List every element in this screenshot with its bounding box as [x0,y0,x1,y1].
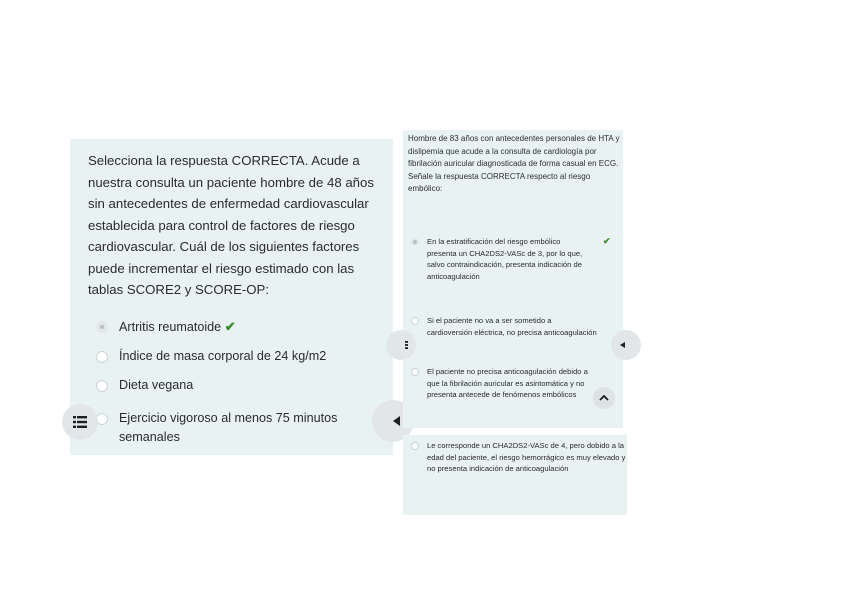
answer-option-1[interactable] [411,236,587,282]
answer-option-4[interactable] [96,409,364,447]
question-text: Hombre de 83 años con antecedentes personales de HTA y dislipemia que acude a la consulta de cardiología por fibrilación auricular diagnosticada de forma casual en ECG. Señale la respuesta CORRECTA respecto al riesgo embólico: [408,134,620,194]
radio-button[interactable] [96,321,108,333]
answer-option-3[interactable] [96,376,369,395]
question-card-left [70,139,393,455]
radio-button[interactable] [411,238,419,246]
answer-label: Artritis reumatoide [119,320,222,334]
question-card-right [403,130,623,428]
answer-label: Le corresponde un CHA2DS2-VASc de 4, pero dobido a la edad del paciente, el riesgo hemorrágico es muy elevado y no presenta indicación de anticoagulación [427,441,626,474]
answer-option-2[interactable] [96,347,369,366]
previous-button-small[interactable] [611,330,641,360]
question-card-right-continued [403,435,627,515]
list-icon [73,416,87,428]
answer-label: Ejercicio vigoroso al menos 75 minutos semanales [119,411,338,444]
list-icon [405,341,408,349]
answer-label: El paciente no precisa anticoagulación debido a que la fibrilación auricular es asintomática y no presenta antecede de fenómenos embólicos [427,367,588,400]
answer-option-1[interactable] [96,317,369,337]
question-text: Selecciona la respuesta CORRECTA. Acude a nuestra consulta un paciente hombre de 48 años sin antecedentes de enfermedad cardiovascular establecida para control de factores de riesgo cardiovascular. Cuál de los siguientes factores puede incrementar el riesgo estimado con las tablas SCORE2 y SCORE-OP: [88,153,374,297]
radio-button[interactable] [411,368,419,376]
radio-button[interactable] [96,351,108,363]
triangle-left-icon [620,342,625,348]
check-icon: ✔ [224,319,236,334]
index-button[interactable] [62,404,98,440]
radio-button[interactable] [96,380,108,392]
answer-label: Si el paciente no va a ser sometido a cardioversión eléctrica, no precisa anticoagulación [427,316,597,337]
answer-label: En la estratificación del riesgo embólico presenta un CHA2DS2-VASc de 3, por lo que, salvo contraindicación, presenta indicación de anticoagulación [427,237,583,281]
answer-option-2[interactable] [411,315,597,338]
answer-option-4[interactable] [411,440,627,475]
scroll-top-button[interactable] [593,387,615,409]
answer-label: Dieta vegana [119,378,194,392]
check-icon: ✔ [603,236,611,246]
radio-button[interactable] [411,442,419,450]
answer-label: Índice de masa corporal de 24 kg/m2 [119,349,327,363]
triangle-left-icon [393,416,401,426]
chevron-up-icon [599,395,609,401]
radio-button[interactable] [411,317,419,325]
answer-option-3[interactable] [411,366,599,401]
index-button-small[interactable] [386,330,416,360]
